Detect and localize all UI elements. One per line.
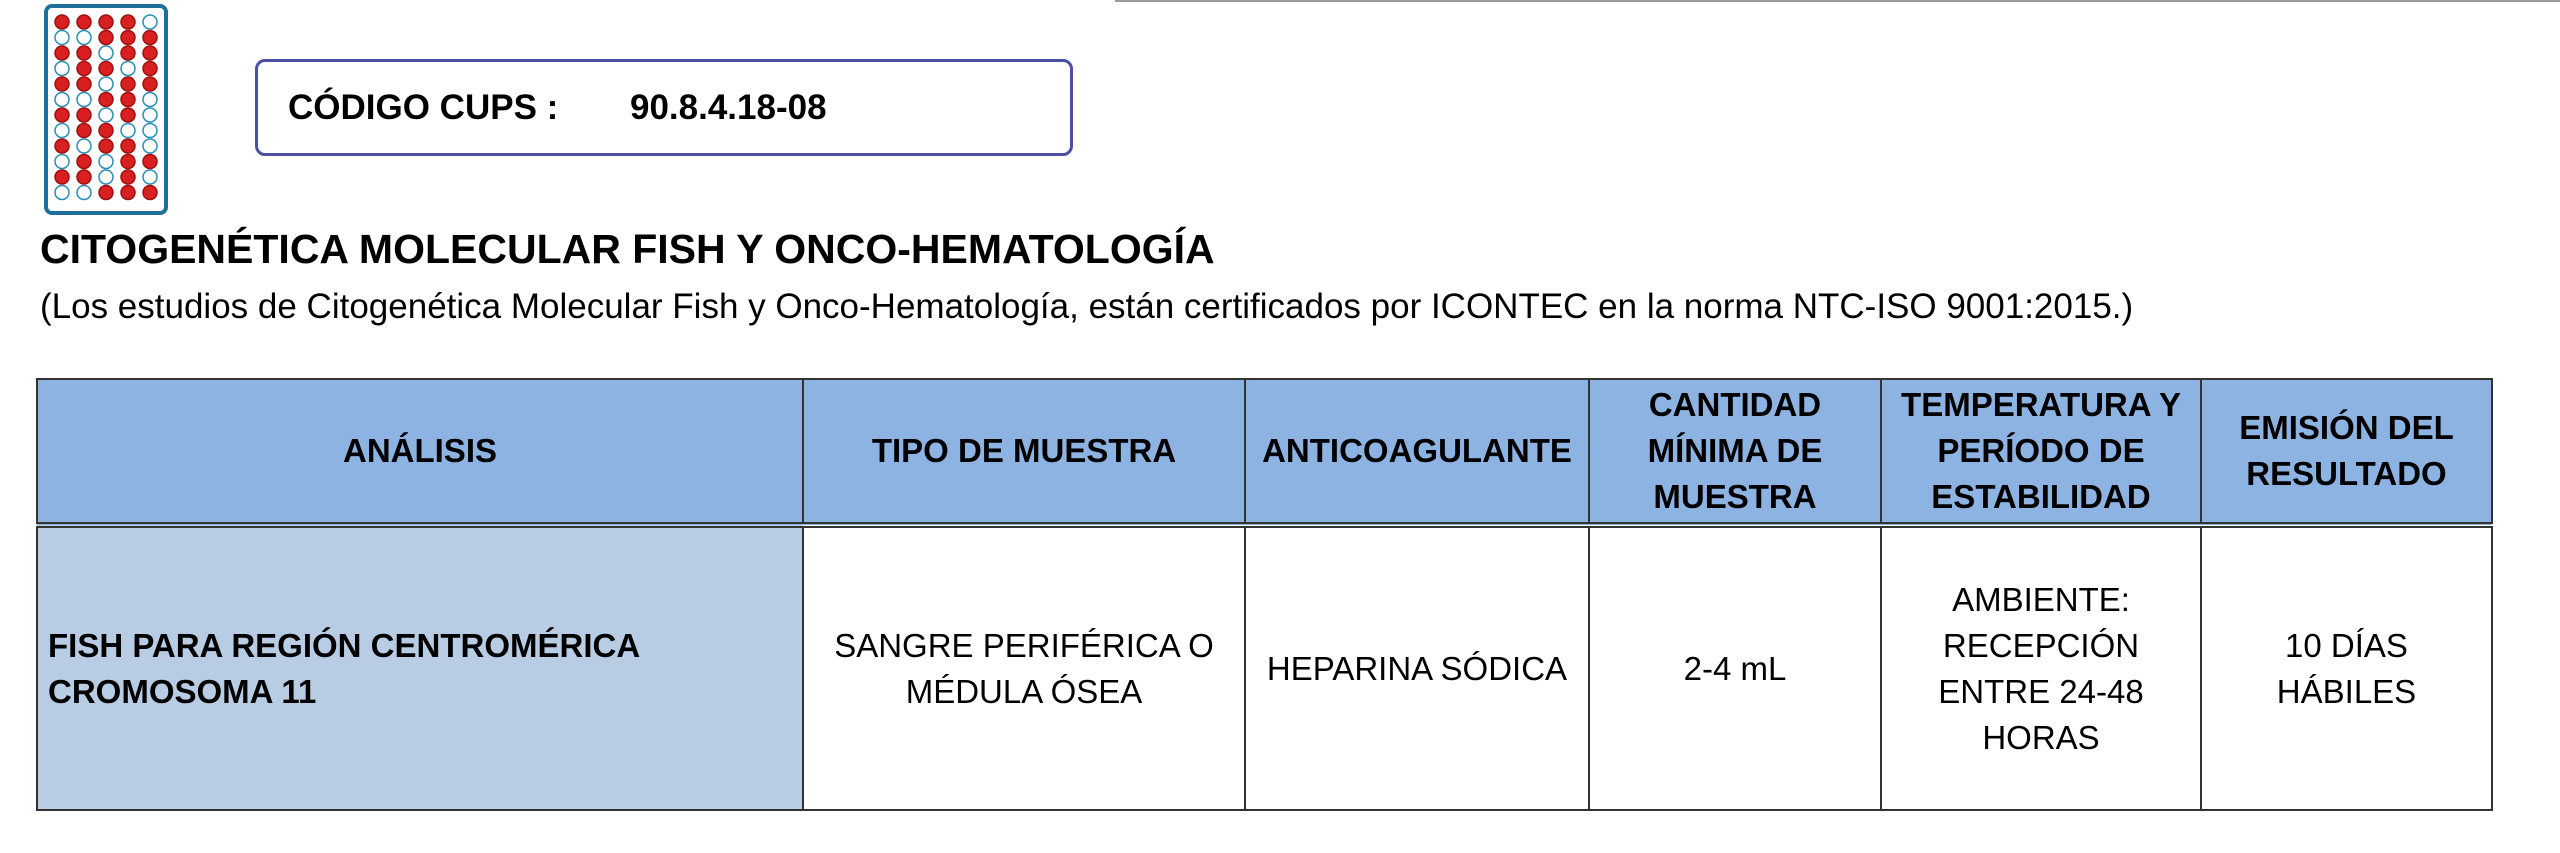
table-row bbox=[37, 525, 2492, 810]
cell-temperature-stability: AMBIENTE: RECEPCIÓN ENTRE 24-48 HORAS bbox=[1881, 525, 2201, 810]
column-header-temperature: TEMPERATURA Y PERÍODO DE ESTABILIDAD bbox=[1881, 379, 2201, 525]
column-header-analysis: ANÁLISIS bbox=[37, 379, 803, 525]
cell-sample-type: SANGRE PERIFÉRICA O MÉDULA ÓSEA bbox=[803, 525, 1245, 810]
cell-min-quantity: 2-4 mL bbox=[1589, 525, 1881, 810]
table-header-row bbox=[37, 379, 2492, 525]
cell-anticoagulant: HEPARINA SÓDICA bbox=[1245, 525, 1589, 810]
cell-result-time: 10 DÍAS HÁBILES bbox=[2201, 525, 2492, 810]
lab-logo bbox=[44, 4, 168, 215]
column-header-sample-type: TIPO DE MUESTRA bbox=[803, 379, 1245, 525]
page-title: CITOGENÉTICA MOLECULAR FISH Y ONCO-HEMATOLOGÍA bbox=[40, 226, 1215, 272]
cups-label: CÓDIGO CUPS : bbox=[288, 88, 559, 127]
column-header-result-time: EMISIÓN DEL RESULTADO bbox=[2201, 379, 2492, 525]
cell-analysis: FISH PARA REGIÓN CENTROMÉRICA CROMOSOMA 11 bbox=[37, 525, 803, 810]
column-header-anticoagulant: ANTICOAGULANTE bbox=[1245, 379, 1589, 525]
top-rule bbox=[1115, 0, 2560, 2]
cups-code-box bbox=[255, 59, 1073, 156]
cups-value: 90.8.4.18-08 bbox=[630, 88, 827, 127]
page-subtitle: (Los estudios de Citogenética Molecular Fish y Onco-Hematología, están certificados por ICONTEC en la norma NTC-ISO 9001:2015.) bbox=[40, 287, 2134, 326]
analysis-table bbox=[36, 378, 2493, 811]
column-header-min-quantity: CANTIDAD MÍNIMA DE MUESTRA bbox=[1589, 379, 1881, 525]
